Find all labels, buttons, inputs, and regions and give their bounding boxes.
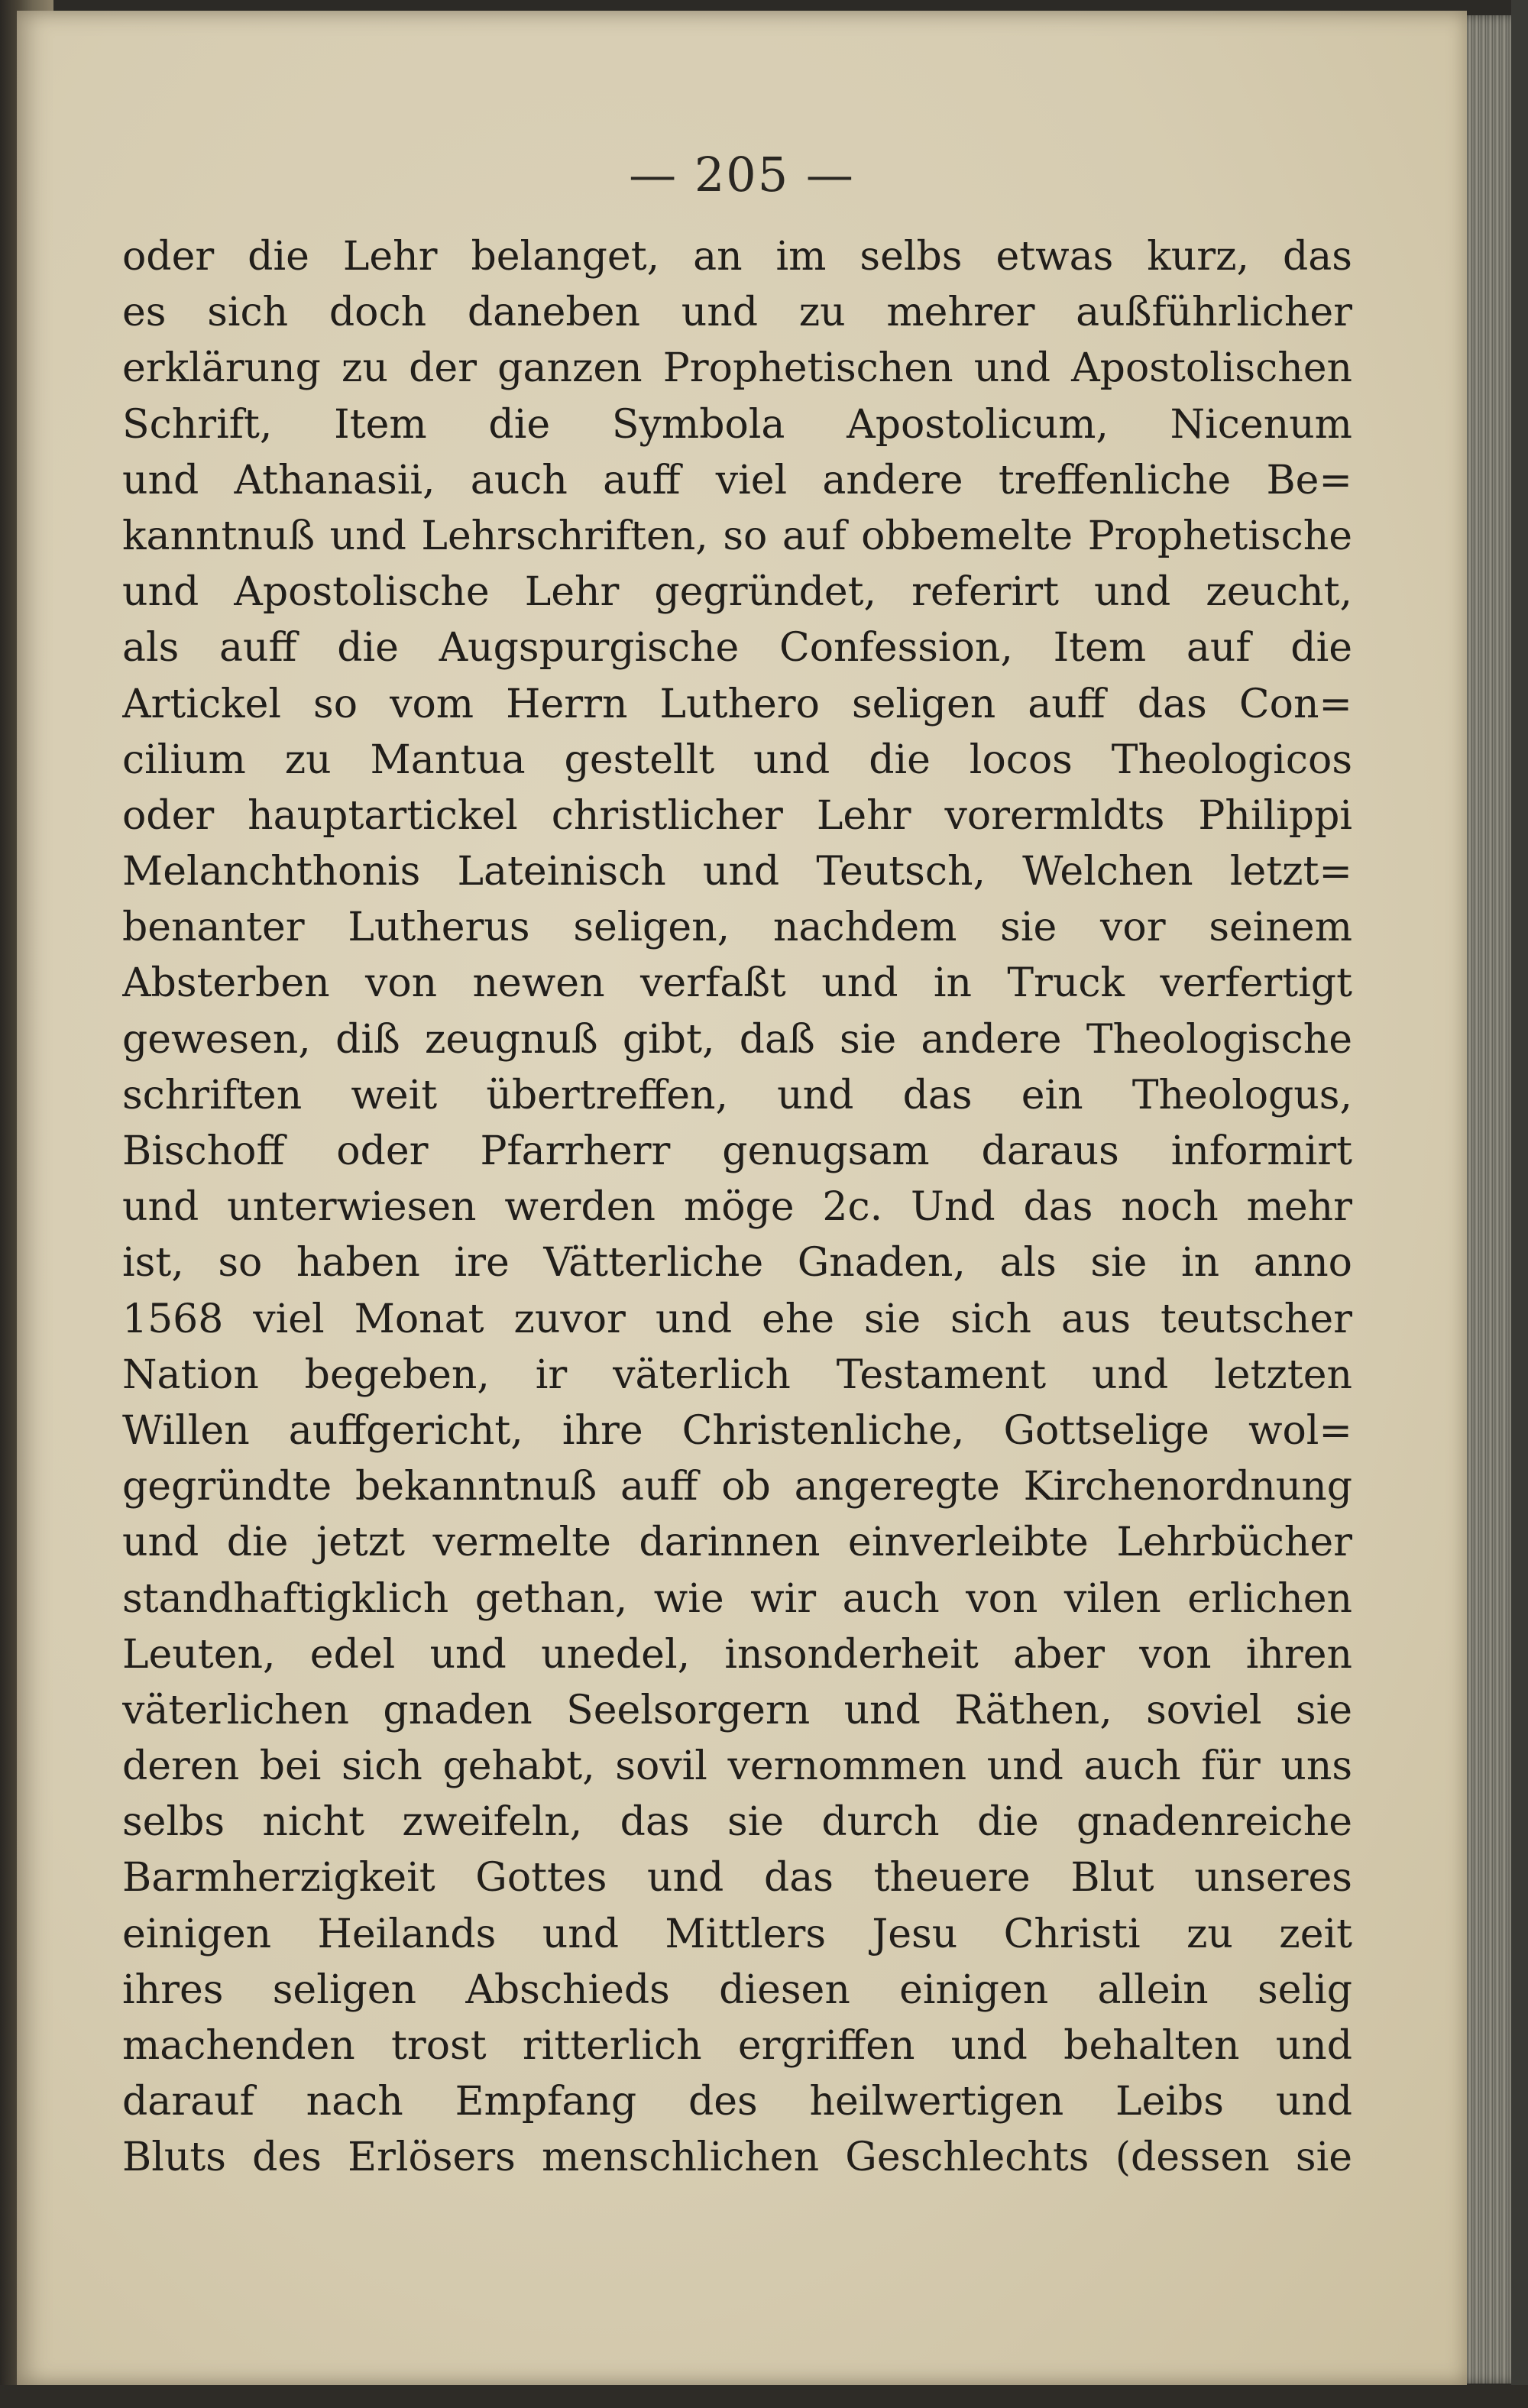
book-cover-bottom — [0, 2385, 1528, 2408]
text-line: standhaftigklich gethan, wie wir auch von vilen erlichen — [122, 1575, 1352, 1622]
text-line: Leuten, edel und unedel, insonderheit aber von ihren — [122, 1631, 1352, 1678]
text-line: oder die Lehr belanget, an im selbs etwas kurz, das — [122, 234, 1352, 280]
text-line: gewesen, diß zeugnuß gibt, daß sie andere Theologische — [122, 1016, 1352, 1063]
text-line: cilium zu Mantua gestellt und die locos Theologicos — [122, 736, 1352, 783]
text-line: Artickel so vom Herrn Luthero seligen auff das Con= — [122, 681, 1352, 727]
text-line: als auff die Augspurgische Confession, Item auf die — [122, 625, 1352, 672]
text-line: Bischoff oder Pfarrherr genugsam daraus informirt — [122, 1128, 1352, 1174]
text-line: Bluts des Erlösers menschlichen Geschlechts (dessen sie — [122, 2135, 1352, 2181]
text-line: Willen auffgericht, ihre Christenliche, Gottselige wol= — [122, 1407, 1352, 1454]
text-line: schriften weit übertreffen, und das ein Theologus, — [122, 1072, 1352, 1118]
text-line: oder hauptartickel christlicher Lehr vorermldts Philippi — [122, 792, 1352, 839]
text-line: und Apostolische Lehr gegründet, referirt und zeucht, — [122, 569, 1352, 616]
text-line: Melanchthonis Lateinisch und Teutsch, Welchen letzt= — [122, 849, 1352, 895]
text-line: 1568 viel Monat zuvor und ehe sie sich aus teutscher — [122, 1296, 1352, 1342]
text-line: machenden trost ritterlich ergriffen und behalten und — [122, 2023, 1352, 2069]
text-line: gegründte bekanntnuß auff ob angeregte Kirchenordnung — [122, 1464, 1352, 1510]
text-line: und Athanasii, auch auff viel andere treffenliche Be= — [122, 457, 1352, 503]
page-text — [122, 229, 1352, 2186]
text-line: und unterwiesen werden möge 2c. Und das noch mehr — [122, 1184, 1352, 1231]
book-cover-right — [1511, 0, 1528, 2408]
text-line: selbs nicht zweifeln, das sie durch die gnadenreiche — [122, 1799, 1352, 1846]
text-line: erklärung zu der ganzen Prophetischen und Apostolischen — [122, 345, 1352, 392]
page-number: — 205 — — [629, 147, 855, 202]
text-line: väterlichen gnaden Seelsorgern und Räthen, soviel sie — [122, 1687, 1352, 1733]
text-line: Nation begeben, ir väterlich Testament und letzten — [122, 1351, 1352, 1398]
text-line: Absterben von newen verfaßt und in Truck verfertigt — [122, 960, 1352, 1007]
text-line: es sich doch daneben und zu mehrer außführlicher — [122, 290, 1352, 336]
text-line: ihres seligen Abschieds diesen einigen allein selig — [122, 1966, 1352, 2013]
text-line: benanter Lutherus seligen, nachdem sie vor seinem — [122, 905, 1352, 951]
text-line: und die jetzt vermelte darinnen einverleibte Lehrbücher — [122, 1520, 1352, 1566]
text-line: kanntnuß und Lehrschriften, so auf obbemelte Prophetische — [122, 513, 1352, 559]
text-line: Barmherzigkeit Gottes und das theuere Blut unseres — [122, 1855, 1352, 1901]
text-line: Schrift, Item die Symbola Apostolicum, Nicenum — [122, 401, 1352, 448]
text-line: deren bei sich gehabt, sovil vernommen und auch für uns — [122, 1743, 1352, 1790]
text-line: ist, so haben ire Vätterliche Gnaden, als sie in anno — [122, 1240, 1352, 1287]
text-line: einigen Heilands und Mittlers Jesu Christi zu zeit — [122, 1911, 1352, 1957]
text-line: darauf nach Empfang des heilwertigen Leibs und — [122, 2079, 1352, 2125]
